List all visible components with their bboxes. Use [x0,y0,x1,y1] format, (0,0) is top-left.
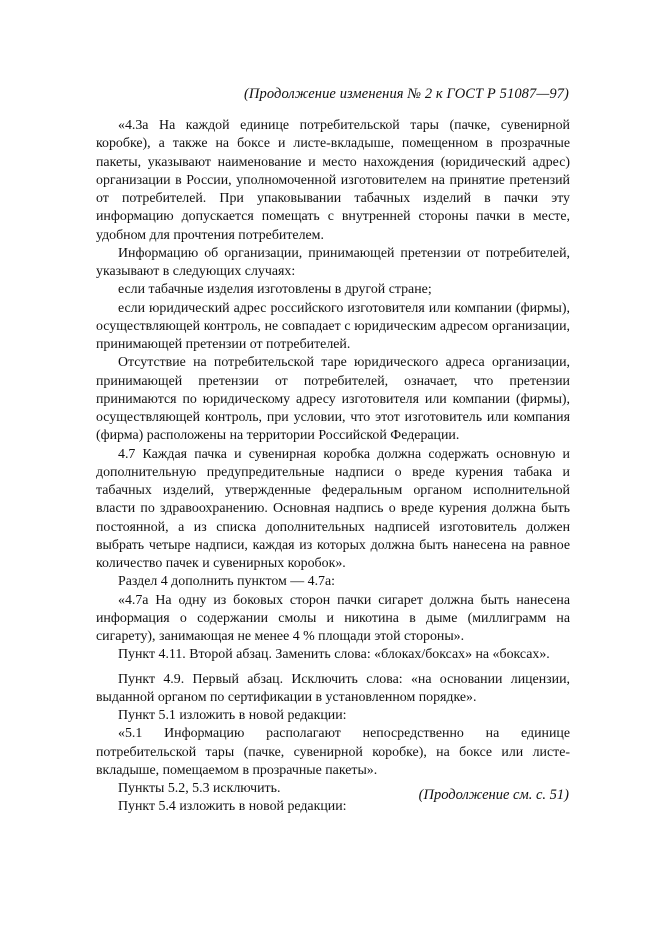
page-header: (Продолжение изменения № 2 к ГОСТ Р 51087—97) [244,86,569,102]
paragraph-case-address: если юридический адрес российского изготовителя или компании (фирмы), осуществляющей контроль, не совпадает с юридическим адресом организации, принимающей претензии от потребителей. [96,300,570,352]
paragraph-5-2-5-3: Пункты 5.2, 5.3 исключить. [118,781,281,796]
paragraph-4-11: Пункт 4.11. Второй абзац. Заменить слова: «блоках/боксах» на «боксах». [118,647,550,663]
paragraph-organization-info: Информацию об организации, принимающей претензии от потребителей, указывают в следующих случаях: [96,245,570,279]
document-body [96,117,570,817]
page-footer: (Продолжение см. с. 51) [418,787,569,803]
paragraph-4-9: Пункт 4.9. Первый абзац. Исключить слова: «на основании лицензии, выданной органом по сертификации в установленном порядке». [96,671,570,705]
paragraph-4-3a: «4.3а На каждой единице потребительской тары (пачке, сувенирной коробке), а также на боксе и листе-вкладыше, помещенном в прозрачные пакеты, указывают наименование и место нахождения (юридический адрес) организации в России, уполномоченной изготовителем на принятие претензий от потребителей. При упаковывании табачных изделий в пачки эту информацию допускается помещать с внутренней стороны пачки в месте, удобном для прочтения потребителем. [96,118,570,243]
paragraph-case-foreign: если табачные изделия изготовлены в другой стране; [118,282,432,298]
paragraph-5-1: «5.1 Информацию располагают непосредственно на единице потребительской тары (пачке, сувенирной коробке), на боксе или листе-вкладыше, помещаемом в прозрачные пакеты». [96,726,570,778]
paragraph-4-7a: «4.7а На одну из боковых сторон пачки сигарет должна быть нанесена информация о содержании смолы и никотина в дыме (миллиграмм на сигарету), занимающая не менее 4 % площади этой стороны». [96,592,570,644]
paragraph-5-4-intro: Пункт 5.4 изложить в новой редакции: [118,799,347,815]
paragraph-section-4-add: Раздел 4 дополнить пунктом — 4.7а: [118,574,336,590]
paragraph-absence-address: Отсутствие на потребительской таре юридического адреса организации, принимающей претензии от потребителей, означает, что претензии принимаются по юридическому адресу изготовителя или компании (фирмы), осуществляющей контроль, при условии, что этот изготовитель или компания (фирма) расположены на территории Российской Федерации. [96,355,570,444]
paragraph-4-7: 4.7 Каждая пачка и сувенирная коробка должна содержать основную и дополнительную предупредительные надписи о вреде курения табака и табачных изделий, утвержденные федеральным органом исполнительной власти по здравоохранению. Основная надпись о вреде курения должна быть постоянной, а из списка дополнительных надписей изготовитель должен выбрать четыре надписи, каждая из которых должна быть нанесена на равное количество пачек и сувенирных коробок». [96,446,570,571]
paragraph-5-1-intro: Пункт 5.1 изложить в новой редакции: [118,708,347,723]
